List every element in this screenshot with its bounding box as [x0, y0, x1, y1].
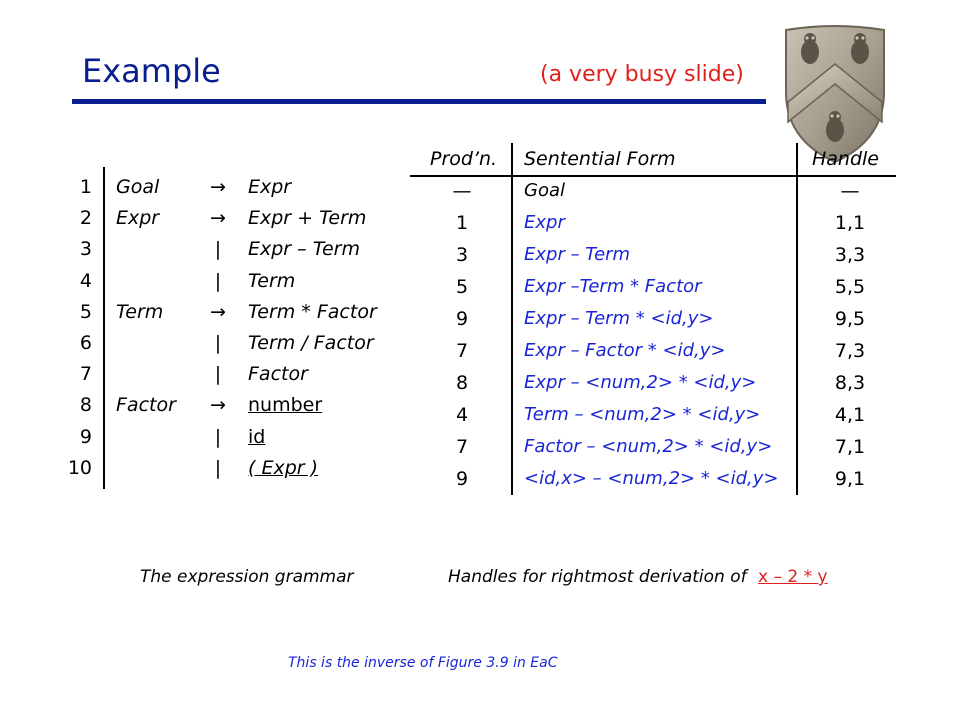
derivation-production: 5 — [455, 276, 469, 298]
grammar-rule-arrow: | — [214, 238, 222, 261]
grammar-rule-number: 2 — [79, 207, 92, 230]
grammar-rule-arrow: | — [214, 456, 222, 479]
derivation-production: 4 — [455, 404, 469, 426]
grammar-rule-arrow: → — [210, 176, 226, 198]
grammar-rule-arrow: → — [210, 394, 226, 417]
grammar-rule-arrow: | — [214, 363, 222, 386]
footer-note: This is the inverse of Figure 3.9 in EaC — [288, 655, 558, 671]
grammar-rule-number: 8 — [79, 394, 92, 417]
derivation-production: 1 — [455, 212, 469, 234]
derivation-handle: 3,3 — [834, 244, 866, 266]
derivation-caption — [448, 567, 828, 587]
grammar-rule-number: 5 — [79, 300, 92, 323]
derivation-production: 3 — [455, 244, 469, 266]
derivation-handle: 7,1 — [834, 436, 866, 458]
grammar-caption: The expression grammar — [140, 567, 354, 587]
derivation-divider-2 — [796, 143, 798, 495]
derivation-production: — — [452, 180, 472, 202]
derivation-handle: — — [840, 180, 860, 202]
derivation-handle: 4,1 — [834, 404, 866, 426]
grammar-rule-rhs: Factor — [248, 363, 308, 386]
derivation-production: 8 — [455, 372, 469, 394]
grammar-rule-arrow: → — [210, 300, 226, 323]
grammar-rule-rhs: Term / Factor — [248, 332, 374, 354]
derivation-caption-prefix: Handles for rightmost derivation of — [448, 567, 747, 587]
slide-title: Example — [82, 52, 221, 90]
derivation-sentential-form: Expr – Term — [524, 244, 631, 265]
derivation-handle: 9,5 — [834, 308, 866, 330]
derivation-handle: 9,1 — [834, 468, 866, 490]
grammar-rule-number: 7 — [79, 363, 92, 386]
derivation-handle: 7,3 — [834, 340, 866, 362]
form-column-header: Sentential Form — [524, 148, 676, 170]
grammar-rule-lhs: Factor — [116, 394, 176, 417]
derivation-sentential-form: Goal — [524, 180, 565, 201]
derivation-sentential-form: Expr – Factor * <id,y> — [524, 340, 726, 361]
derivation-production: 9 — [455, 468, 469, 490]
grammar-rule-lhs: Term — [116, 300, 164, 323]
derivation-sentential-form: Expr – <num,2> * <id,y> — [524, 372, 757, 393]
grammar-rule-number: 4 — [79, 269, 92, 292]
derivation-handle: 8,3 — [834, 372, 866, 394]
grammar-rule-arrow: | — [214, 332, 222, 354]
grammar-rule-number: 1 — [79, 176, 92, 198]
grammar-rule-rhs: Expr – Term — [248, 238, 360, 261]
derivation-divider-1 — [511, 143, 513, 495]
grammar-rule-arrow: | — [214, 425, 222, 448]
derivation-sentential-form: Expr — [524, 212, 565, 233]
handle-column-header: Handle — [812, 148, 880, 170]
derivation-header-rule — [410, 175, 896, 177]
grammar-rule-rhs: Expr — [248, 176, 292, 198]
grammar-rule-rhs: ( Expr ) — [248, 456, 319, 479]
grammar-rule-number: 6 — [79, 332, 92, 354]
prod-column-header: Prod’n. — [430, 148, 498, 170]
grammar-rule-rhs: Term * Factor — [248, 300, 377, 323]
derivation-handle: 1,1 — [834, 212, 866, 234]
derivation-sentential-form: <id,x> – <num,2> * <id,y> — [524, 468, 779, 489]
grammar-rule-arrow: | — [214, 269, 222, 292]
grammar-rule-number: 10 — [67, 456, 92, 479]
grammar-rule-lhs: Expr — [116, 207, 160, 230]
grammar-rule-arrow: → — [210, 207, 226, 230]
derivation-production: 7 — [455, 436, 469, 458]
title-underline — [72, 99, 766, 104]
derivation-production: 9 — [455, 308, 469, 330]
derivation-sentential-form: Term – <num,2> * <id,y> — [524, 404, 761, 425]
grammar-rule-rhs: Term — [248, 269, 296, 292]
grammar-rule-rhs: id — [248, 425, 266, 448]
derivation-handle: 5,5 — [834, 276, 866, 298]
grammar-rule-number: 3 — [79, 238, 92, 261]
grammar-rule-rhs: number — [248, 394, 323, 417]
derivation-caption-expression: x – 2 * y — [758, 567, 828, 587]
slide-subtitle: (a very busy slide) — [540, 62, 744, 87]
derivation-sentential-form: Expr –Term * Factor — [524, 276, 702, 297]
derivation-production: 7 — [455, 340, 469, 362]
grammar-divider — [103, 167, 105, 489]
grammar-rule-number: 9 — [79, 425, 92, 448]
derivation-sentential-form: Expr – Term * <id,y> — [524, 308, 714, 329]
grammar-rule-rhs: Expr + Term — [248, 207, 367, 230]
grammar-rule-lhs: Goal — [116, 176, 160, 198]
derivation-sentential-form: Factor – <num,2> * <id,y> — [524, 436, 773, 457]
